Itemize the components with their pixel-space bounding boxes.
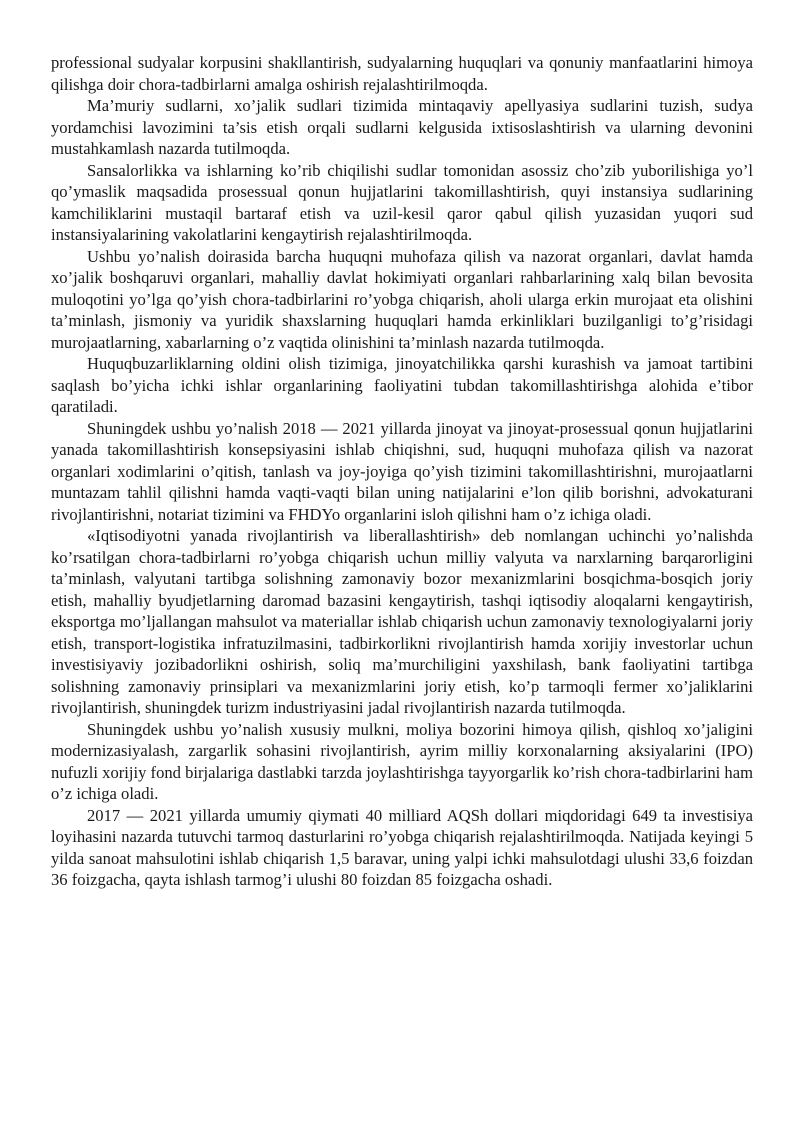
paragraph-private-property: Shuningdek ushbu yo’nalish xususiy mulkni, moliya bozorini himoya qilish, qishloq xo’jaligini modernizasiyalash, zargarlik sohasini rivojlantirish, ayrim milliy korxonalarning aksiyalarini (IPO) nufuzli xorijiy fond birjalariga dastlabki tarzda joylashtirishga tayyorgarlik ko’rish chora-tadbirlarini ham o’z ichiga oladi. [51, 719, 753, 803]
paragraph-economy-liberalization: «Iqtisodiyotni yanada rivojlantirish va liberallashtirish» deb nomlangan uchinchi yo’nalishda ko’rsatilgan chora-tadbirlarni ro’yobga chiqarish uchun milliy valyuta va narxlarning barqarorligini ta’minlash, valyutani tartibga solishning zamonaviy bozor mexanizmlarini bosqichma-bosqich joriy etish, mahalliy byudjetlarning daromad bazasini kengaytirish, tashqi iqtisodiy aloqalarni kengaytirish, eksportga mo’ljallangan mahsulot va materiallar ishlab chiqarish uchun zamonaviy texnologiyalarni joriy etish, transport-logistika infratuzilmasini, tadbirkorlikni rivojlantirish hamda xorijiy investorlar uchun investisiyaviy jozibadorlikni oshirish, soliq ma’murchiligini yaxshilash, bank faoliyatini tartibga solishning zamonaviy prinsiplari va mexanizmlarini joriy etish, ko’p tarmoqli fermer xo’jaliklarini rivojlantirish, shuningdek turizm industriyasini jadal rivojlantirish nazarda tutilmoqda. [51, 526, 753, 717]
paragraph-administrative-courts: Ma’muriy sudlarni, xo’jalik sudlari tizimida mintaqaviy apellyasiya sudlarini tuzish, sudya yordamchisi lavozimini ta’sis etish orqali sudlarni kelgusida ixtisoslashtirish va ularning devonini mustahkamlash nazarda tutilmoqda. [51, 96, 753, 158]
document-page [51, 52, 753, 891]
paragraph-crime-prevention: Huquqbuzarliklarning oldini olish tizimiga, jinoyatchilikka qarshi kurashish va jamoat tartibini saqlash bo’yicha ichki ishlar organlarining faoliyatini tubdan takomillashtirishga alohida e’tibor qaratiladi. [51, 354, 753, 416]
paragraph-public-dialogue: Ushbu yo’nalish doirasida barcha huquqni muhofaza qilish va nazorat organlari, davlat hamda xo’jalik boshqaruvi organlari, mahalliy davlat hokimiyati organlari rahbarlarining xalq bilan bevosita muloqotini yo’lga qo’yish chora-tadbirlarini ro’yobga chiqarish, aholi ularga erkin murojaat eta olishini ta’minlash, jismoniy va yuridik shaxslarning huquqlari hamda erkinliklari buzilganligi to’g’risidagi murojaatlarning, xabarlarning o’z vaqtida olinishini ta’minlash nazarda tutilmoqda. [51, 246, 753, 352]
paragraph-investment-projects: 2017 — 2021 yillarda umumiy qiymati 40 milliard AQSh dollari miqdoridagi 649 ta investisiya loyihasini nazarda tutuvchi tarmoq dasturlarini ro’yobga chiqarish rejalashtirilmoqda. Natijada keyingi 5 yilda sanoat mahsulotini ishlab chiqarish 1,5 baravar, uning yalpi ichki mahsulotdagi ulushi 33,6 foizdan 36 foizgacha, qayta ishlash tarmog’i ulushi 80 foizdan 85 foizgacha oshadi. [51, 805, 753, 889]
paragraph-legal-reform: Shuningdek ushbu yo’nalish 2018 — 2021 yillarda jinoyat va jinoyat-prosessual qonun hujjatlarini yanada takomillashtirish konsepsiyasini ishlab chiqishni, sud, huquqni muhofaza qilish va nazorat organlari xodimlarini o’qitish, tanlash va joy-joyiga qo’yish tizimini takomillashtirishni, murojaatlarni muntazam tahlil qilishni hamda vaqti-vaqti bilan uning natijalarini e’lon qilib borishni, advokaturani rivojlantirishni, notariat tizimini va FHDYo organlarini isloh qilishni ham o’z ichiga oladi. [51, 418, 753, 524]
paragraph-procedural-law: Sansalorlikka va ishlarning ko’rib chiqilishi sudlar tomonidan asossiz cho’zib yuborilishiga yo’l qo’ymaslik maqsadida prosessual qonun hujjatlarini takomillashtirish, quyi instansiya sudlarining kamchiliklarini mustaqil bartaraf etish va uzil-kesil qaror qabul qilish yuzasidan yuqori sud instansiyalarining vakolatlarini kengaytirish rejalashtirilmoqda. [51, 160, 753, 244]
paragraph-continuation: professional sudyalar korpusini shakllantirish, sudyalarning huquqlari va qonuniy manfaatlarini himoya qilishga doir chora-tadbirlarni amalga oshirish rejalashtirilmoqda. [51, 53, 753, 94]
